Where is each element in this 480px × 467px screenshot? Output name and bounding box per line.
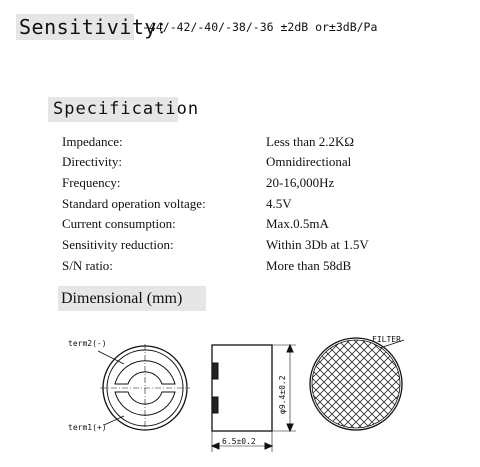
sensitivity-label: Sensitivity： (19, 15, 178, 39)
height-label: 6.5±0.2 (222, 437, 256, 446)
term2-label: term2(-) (68, 339, 107, 348)
term1-label: term1(+) (68, 423, 107, 432)
filter-label: FILTER (372, 335, 401, 344)
spec-label: Impedance: (62, 134, 123, 149)
front-view (310, 338, 404, 430)
spec-value: 20-16,000Hz (266, 175, 335, 190)
spec-row-impedance (0, 134, 480, 154)
dimensional-drawing (0, 318, 480, 467)
rear-view (98, 344, 190, 432)
spec-value: Omnidirectional (266, 154, 352, 169)
spec-row-directivity (0, 154, 480, 174)
spec-value: More than 58dB (266, 258, 352, 273)
spec-row-sensitivity-reduction (0, 237, 480, 257)
spec-label: Standard operation voltage: (62, 196, 206, 211)
spec-value: Less than 2.2KΩ (266, 134, 355, 149)
spec-value: Within 3Db at 1.5V (266, 237, 369, 252)
spec-label: Frequency: (62, 175, 121, 190)
spec-label: Sensitivity reduction: (62, 237, 174, 252)
diameter-label: φ9.4±0.2 (278, 375, 287, 414)
spec-label: Current consumption: (62, 216, 176, 231)
dimensional-heading: Dimensional (mm) (61, 290, 183, 307)
spec-value: 4.5V (266, 196, 292, 211)
spec-row-current (0, 216, 480, 236)
specification-heading: Specification (53, 99, 200, 119)
spec-value: Max.0.5mA (266, 216, 329, 231)
spec-label: S/N ratio: (62, 258, 113, 273)
spec-row-voltage (0, 196, 480, 216)
spec-row-frequency (0, 175, 480, 195)
spec-label: Directivity: (62, 154, 122, 169)
sensitivity-value: -44/-42/-40/-38/-36 ±2dB or±3dB/Pa (142, 20, 378, 34)
spec-row-sn-ratio (0, 258, 480, 278)
